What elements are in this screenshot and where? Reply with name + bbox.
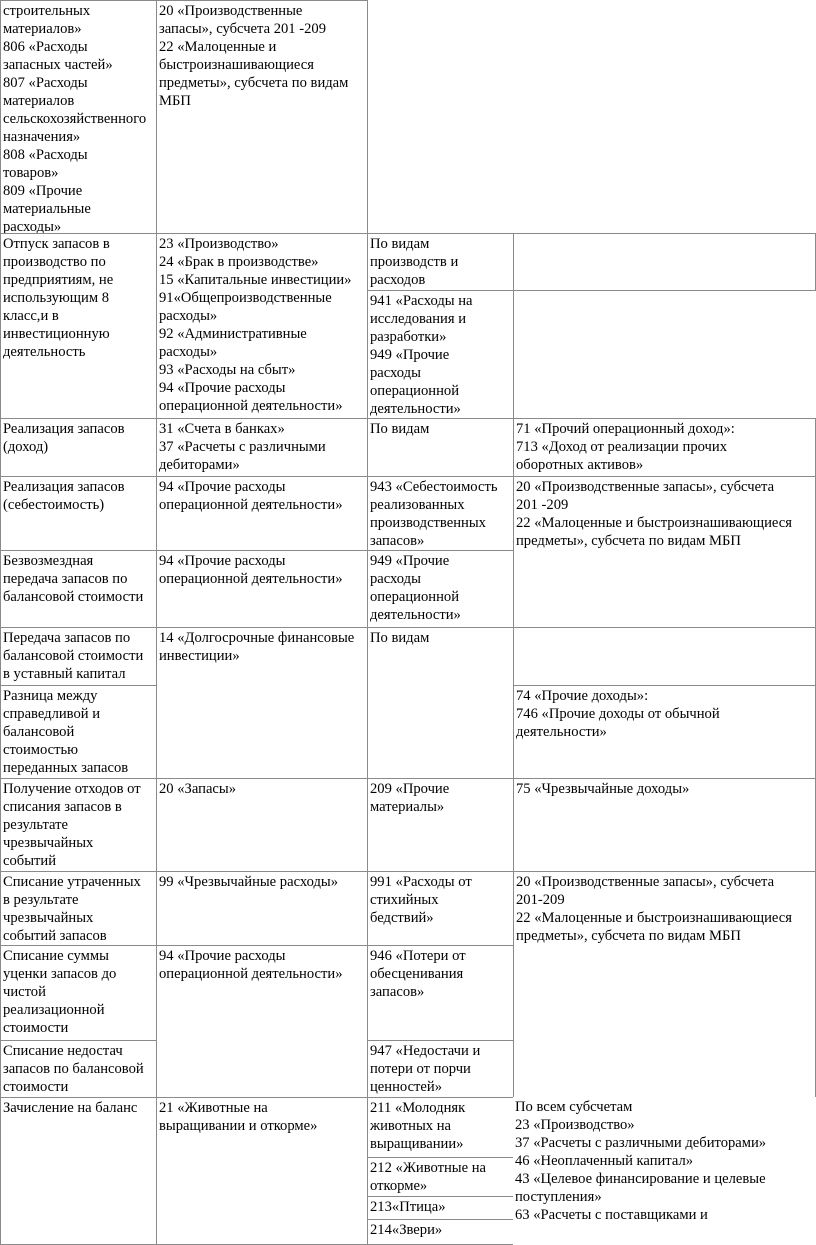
cell-r11-subaccount-c: 213«Птица» bbox=[367, 1196, 514, 1220]
cell-r10-operation: Списание недостач запасов по балансовой стоимости bbox=[0, 1040, 157, 1098]
cell-r6-credit: 74 «Прочие доходы»: 746 «Прочие доходы от обычной деятельности» bbox=[513, 685, 816, 779]
cell-r9-account: 94 «Прочие расходы операционной деятельности» bbox=[156, 945, 368, 1098]
cell-r2-credit: 71 «Прочий операционный доход»: 713 «Доход от реализации прочих оборотных активов» bbox=[513, 418, 816, 477]
cell-r2-account: 31 «Счета в банках» 37 «Расчеты с различными дебиторами» bbox=[156, 418, 368, 477]
cell-r8-subaccount: 991 «Расходы от стихийных бедствий» bbox=[367, 871, 514, 946]
cell-r1-credit-a bbox=[513, 233, 816, 291]
cell-r0-operation: строительных материалов» 806 «Расходы запасных частей» 807 «Расходы материалов сельскохозяйственного назначения» 808 «Расходы товаров» 809 «Прочие материальные расходы» bbox=[0, 0, 157, 234]
cell-r4-account: 94 «Прочие расходы операционной деятельности» bbox=[156, 550, 368, 628]
cell-r5-credit bbox=[513, 627, 816, 686]
cell-r7-subaccount: 209 «Прочие материалы» bbox=[367, 778, 514, 872]
cell-r3-account: 94 «Прочие расходы операционной деятельности» bbox=[156, 476, 368, 551]
cell-r11-credit: По всем субсчетам 23 «Производство» 37 «Расчеты с различными дебиторами» 46 «Неоплаченный капитал» 43 «Целевое финансирование и целевые поступления» 63 «Расчеты с поставщиками и bbox=[513, 1097, 816, 1245]
cell-r8-credit: 20 «Производственные запасы», субсчета 201-209 22 «Малоценные и быстроизнашивающиеся предметы», субсчета по видам МБП bbox=[513, 871, 816, 1098]
cell-r8-operation: Списание утраченных в результате чрезвычайных событий запасов bbox=[0, 871, 157, 946]
cell-r5-account: 14 «Долгосрочные финансовые инвестиции» bbox=[156, 627, 368, 779]
cell-r4-operation: Безвозмездная передача запасов по балансовой стоимости bbox=[0, 550, 157, 628]
cell-r11-account: 21 «Животные на выращивании и откорме» bbox=[156, 1097, 368, 1245]
cell-r11-subaccount-a: 211 «Молодняк животных на выращивании» bbox=[367, 1097, 514, 1158]
cell-r3-credit: 20 «Производственные запасы», субсчета 201 -209 22 «Малоценные и быстроизнашивающиеся предметы», субсчета по видам МБП bbox=[513, 476, 816, 628]
cell-r4-subaccount: 949 «Прочие расходы операционной деятельности» bbox=[367, 550, 514, 628]
cell-r7-credit: 75 «Чрезвычайные доходы» bbox=[513, 778, 816, 872]
cell-r11-subaccount-d: 214«Звери» bbox=[367, 1219, 514, 1245]
cell-r1-subaccount-b: 941 «Расходы на исследования и разработки» 949 «Прочие расходы операционной деятельности» bbox=[367, 290, 514, 419]
cell-r7-operation: Получение отходов от списания запасов в результате чрезвычайных событий bbox=[0, 778, 157, 872]
cell-r1-operation: Отпуск запасов в производство по предприятиям, не использующим 8 класс,и в инвестиционную деятельность bbox=[0, 233, 157, 419]
cell-r3-subaccount: 943 «Себестоимость реализованных производственных запасов» bbox=[367, 476, 514, 551]
cell-r8-account: 99 «Чрезвычайные расходы» bbox=[156, 871, 368, 946]
cell-r2-operation: Реализация запасов (доход) bbox=[0, 418, 157, 477]
cell-r11-subaccount-b: 212 «Животные на откорме» bbox=[367, 1157, 514, 1197]
cell-r1-subaccount-a: По видам производств и расходов bbox=[367, 233, 514, 291]
cell-r1-account: 23 «Производство» 24 «Брак в производстве» 15 «Капитальные инвестиции» 91«Общепроизводственные расходы» 92 «Административные расходы» 93 «Расходы на сбыт» 94 «Прочие расходы операционной деятельности» bbox=[156, 233, 368, 419]
cell-r9-subaccount: 946 «Потери от обесценивания запасов» bbox=[367, 945, 514, 1041]
cell-r11-operation: Зачисление на баланс bbox=[0, 1097, 157, 1245]
cell-r0-account: 20 «Производственные запасы», субсчета 201 -209 22 «Малоценные и быстроизнашивающиеся предметы», субсчета по видам МБП bbox=[156, 0, 368, 234]
cell-r5-operation: Передача запасов по балансовой стоимости в уставный капитал bbox=[0, 627, 157, 686]
cell-r2-subaccount: По видам bbox=[367, 418, 514, 477]
cell-r3-operation: Реализация запасов (себестоимость) bbox=[0, 476, 157, 551]
cell-r9-operation: Списание суммы уценки запасов до чистой реализационной стоимости bbox=[0, 945, 157, 1041]
cell-r5-subaccount: По видам bbox=[367, 627, 514, 779]
cell-r10-subaccount: 947 «Недостачи и потери от порчи ценностей» bbox=[367, 1040, 514, 1098]
cell-r7-account: 20 «Запасы» bbox=[156, 778, 368, 872]
cell-r6-operation: Разница между справедливой и балансовой стоимостью переданных запасов bbox=[0, 685, 157, 779]
